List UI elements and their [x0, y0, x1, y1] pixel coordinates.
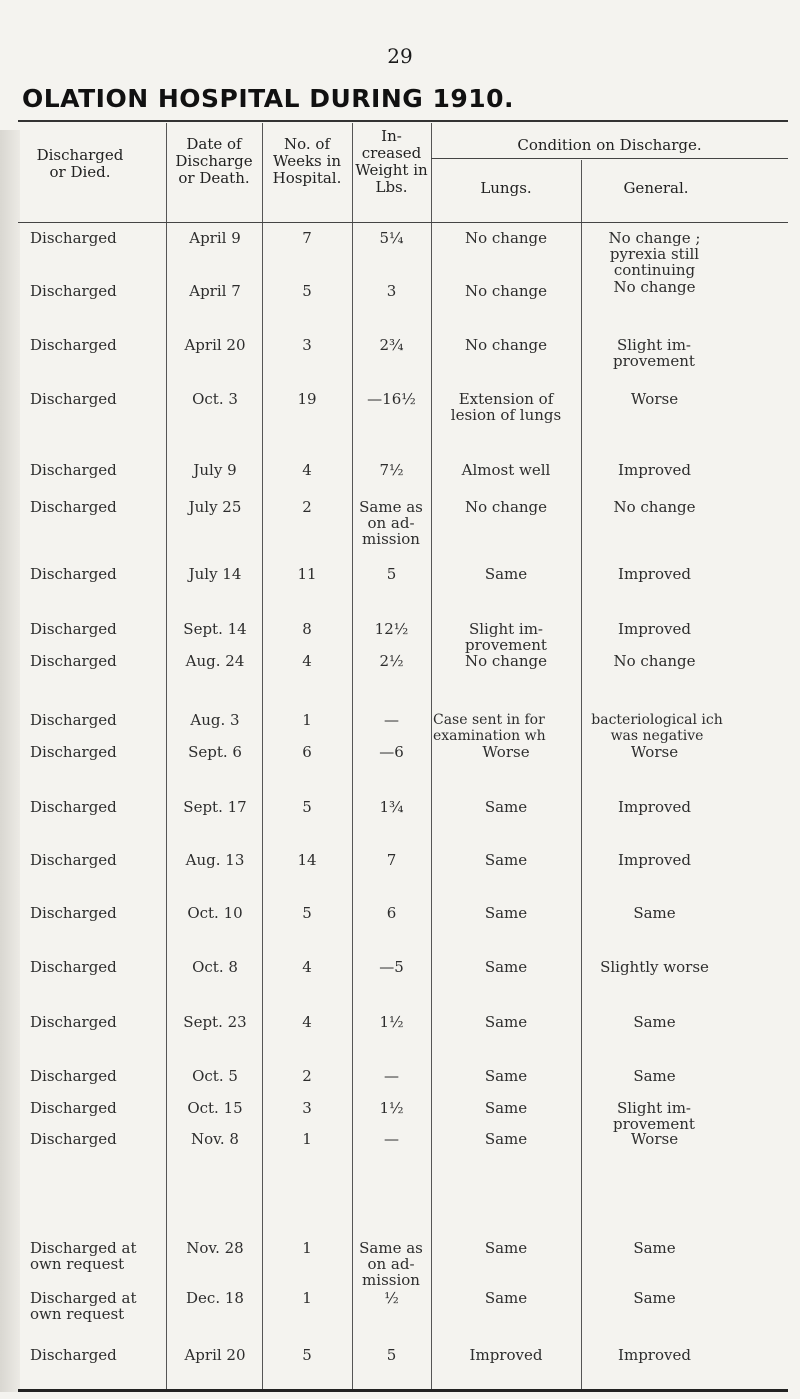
date-cell: Aug. 13 — [185, 851, 245, 869]
date-cell: Sept. 6 — [188, 743, 242, 761]
status-cell: Discharged — [30, 390, 117, 408]
weeks-cell: 1 — [302, 1289, 312, 1307]
weight-cell: —5 — [379, 958, 404, 976]
general-cell: Improved — [618, 461, 691, 479]
weeks-cell: 1 — [302, 1239, 312, 1257]
general-cell: Improved — [618, 798, 691, 816]
date-cell: Oct. 10 — [187, 904, 243, 922]
weeks-cell: 5 — [302, 282, 312, 300]
weeks-cell: 3 — [302, 1099, 312, 1117]
weight-cell: — — [384, 1067, 399, 1085]
lungs-cell: Same — [484, 851, 528, 869]
date-cell: Aug. 3 — [190, 711, 240, 729]
lungs-cell: Same — [484, 1289, 528, 1307]
date-cell: Nov. 8 — [191, 1130, 239, 1148]
date-cell: April 7 — [189, 282, 241, 300]
weight-cell: —6 — [379, 743, 404, 761]
general-cell: Slightly worse — [600, 958, 709, 976]
date-cell: Oct. 8 — [192, 958, 238, 976]
weight-cell: 3 — [386, 282, 397, 300]
general-cell: No change ; pyrexia still continuing — [608, 229, 701, 279]
date-cell: Oct. 15 — [187, 1099, 243, 1117]
lungs-cell: Same — [484, 1239, 528, 1257]
weeks-cell: 6 — [302, 743, 312, 761]
weight-cell: 2½ — [379, 652, 404, 670]
status-cell: Discharged at own request — [30, 1289, 137, 1323]
status-cell: Discharged — [30, 851, 117, 869]
status-cell: Discharged — [30, 1346, 117, 1364]
status-cell: Discharged — [30, 282, 117, 300]
condition-subheader-rule — [431, 158, 788, 159]
lungs-cell: No change — [464, 498, 548, 516]
weight-cell: 1¾ — [379, 798, 404, 816]
weeks-cell: 14 — [297, 851, 317, 869]
date-cell: Nov. 28 — [186, 1239, 244, 1257]
weight-cell: 1½ — [379, 1099, 404, 1117]
weeks-cell: 4 — [302, 958, 312, 976]
weight-cell: 7 — [386, 851, 397, 869]
header-bottom-rule — [18, 222, 788, 223]
lungs-cell: Case sent in for examination wh — [433, 712, 546, 744]
weeks-cell: 5 — [302, 798, 312, 816]
general-cell: Improved — [618, 851, 691, 869]
weeks-cell: 7 — [302, 229, 312, 247]
general-cell: Same — [633, 1013, 676, 1031]
weight-cell: ½ — [384, 1289, 399, 1307]
lungs-cell: No change — [464, 229, 548, 247]
general-cell: No change — [613, 498, 696, 516]
lungs-cell: Same — [484, 958, 528, 976]
weeks-cell: 1 — [302, 711, 312, 729]
date-cell: April 20 — [184, 1346, 246, 1364]
weight-cell: 7½ — [379, 461, 404, 479]
lungs-cell: Worse — [482, 743, 530, 761]
header-date-of-discharge: Date of Discharge or Death. — [175, 135, 253, 187]
weight-cell: 5 — [386, 565, 397, 583]
general-cell: Slight im- provement — [613, 1099, 695, 1133]
weeks-cell: 5 — [302, 904, 312, 922]
weeks-cell: 11 — [297, 565, 317, 583]
lungs-cell: Same — [484, 565, 528, 583]
weight-cell: 5 — [386, 1346, 397, 1364]
table-top-rule — [18, 120, 788, 122]
date-cell: Sept. 17 — [183, 798, 247, 816]
status-cell: Discharged — [30, 1013, 117, 1031]
weeks-cell: 4 — [302, 1013, 312, 1031]
weight-cell: — — [384, 1130, 399, 1148]
weight-cell: — — [384, 711, 399, 729]
status-cell: Discharged — [30, 461, 117, 479]
weeks-cell: 4 — [302, 652, 312, 670]
table-bottom-rule — [18, 1389, 788, 1392]
general-cell: Same — [633, 1289, 676, 1307]
date-cell: Sept. 14 — [183, 620, 247, 638]
status-cell: Discharged — [30, 336, 117, 354]
status-cell: Discharged — [30, 565, 117, 583]
header-lungs: Lungs. — [480, 179, 532, 197]
weight-cell: 2¾ — [379, 336, 404, 354]
general-cell: Worse — [630, 390, 679, 408]
date-cell: Oct. 5 — [192, 1067, 238, 1085]
column-divider — [166, 123, 167, 1389]
status-cell: Discharged — [30, 1099, 117, 1117]
lungs-cell: Same — [484, 798, 528, 816]
column-divider — [581, 160, 582, 1389]
general-cell: bacteriological ich was negative — [591, 712, 723, 744]
weeks-cell: 2 — [302, 1067, 312, 1085]
status-cell: Discharged — [30, 798, 117, 816]
lungs-cell: Extension of lesion of lungs — [450, 390, 562, 424]
general-cell: Same — [633, 1239, 676, 1257]
date-cell: July 14 — [188, 565, 242, 583]
status-cell: Discharged — [30, 229, 117, 247]
weight-cell: 12½ — [374, 620, 409, 638]
status-cell: Discharged at own request — [30, 1239, 137, 1273]
weeks-cell: 2 — [302, 498, 312, 516]
general-cell: No change — [613, 278, 696, 296]
weeks-cell: 4 — [302, 461, 312, 479]
weeks-cell: 3 — [302, 336, 312, 354]
weight-cell: Same as on ad- mission — [359, 1239, 423, 1289]
weeks-cell: 8 — [302, 620, 312, 638]
general-cell: Improved — [618, 565, 691, 583]
lungs-cell: Same — [484, 1130, 528, 1148]
header-general: General. — [623, 179, 689, 197]
general-cell: Same — [633, 1067, 676, 1085]
lungs-cell: Same — [484, 1099, 528, 1117]
general-cell: Slight im- provement — [613, 336, 695, 370]
general-cell: Improved — [618, 620, 691, 638]
page-title: OLATION HOSPITAL DURING 1910. — [22, 84, 515, 113]
status-cell: Discharged — [30, 711, 117, 729]
status-cell: Discharged — [30, 958, 117, 976]
weight-cell: —16½ — [367, 390, 416, 408]
date-cell: Sept. 23 — [183, 1013, 247, 1031]
general-cell: Improved — [618, 1346, 691, 1364]
date-cell: July 9 — [193, 461, 237, 479]
weight-cell: 6 — [386, 904, 397, 922]
weeks-cell: 5 — [302, 1346, 312, 1364]
page-number: 29 — [387, 44, 413, 68]
weight-cell: Same as on ad- mission — [359, 498, 423, 548]
weeks-cell: 1 — [302, 1130, 312, 1148]
general-cell: Worse — [630, 1130, 679, 1148]
header-increased-weight: In- creased Weight in Lbs. — [355, 127, 428, 196]
lungs-cell: Same — [484, 1013, 528, 1031]
date-cell: April 20 — [184, 336, 246, 354]
date-cell: April 9 — [189, 229, 241, 247]
weeks-cell: 19 — [297, 390, 317, 408]
lungs-cell: Improved — [469, 1346, 543, 1364]
header-condition-on-discharge: Condition on Discharge. — [517, 136, 702, 154]
status-cell: Discharged — [30, 620, 117, 638]
general-cell: Same — [633, 904, 676, 922]
lungs-cell: Slight im- provement — [465, 620, 547, 654]
date-cell: Oct. 3 — [192, 390, 238, 408]
status-cell: Discharged — [30, 498, 117, 516]
lungs-cell: No change — [464, 282, 548, 300]
book-gutter-edge — [0, 130, 20, 1392]
weight-cell: 1½ — [379, 1013, 404, 1031]
header-weeks-in-hospital: No. of Weeks in Hospital. — [272, 135, 342, 187]
date-cell: Aug. 24 — [185, 652, 245, 670]
lungs-cell: Same — [484, 1067, 528, 1085]
header-discharged-or-died: Discharged or Died. — [36, 146, 124, 181]
weight-cell: 5¼ — [379, 229, 404, 247]
general-cell: No change — [613, 652, 696, 670]
status-cell: Discharged — [30, 652, 117, 670]
general-cell: Worse — [630, 743, 679, 761]
lungs-cell: Same — [484, 904, 528, 922]
lungs-cell: Almost well — [461, 461, 551, 479]
date-cell: Dec. 18 — [186, 1289, 244, 1307]
status-cell: Discharged — [30, 1130, 117, 1148]
status-cell: Discharged — [30, 904, 117, 922]
status-cell: Discharged — [30, 1067, 117, 1085]
lungs-cell: No change — [464, 336, 548, 354]
lungs-cell: No change — [464, 652, 548, 670]
date-cell: July 25 — [188, 498, 242, 516]
status-cell: Discharged — [30, 743, 117, 761]
